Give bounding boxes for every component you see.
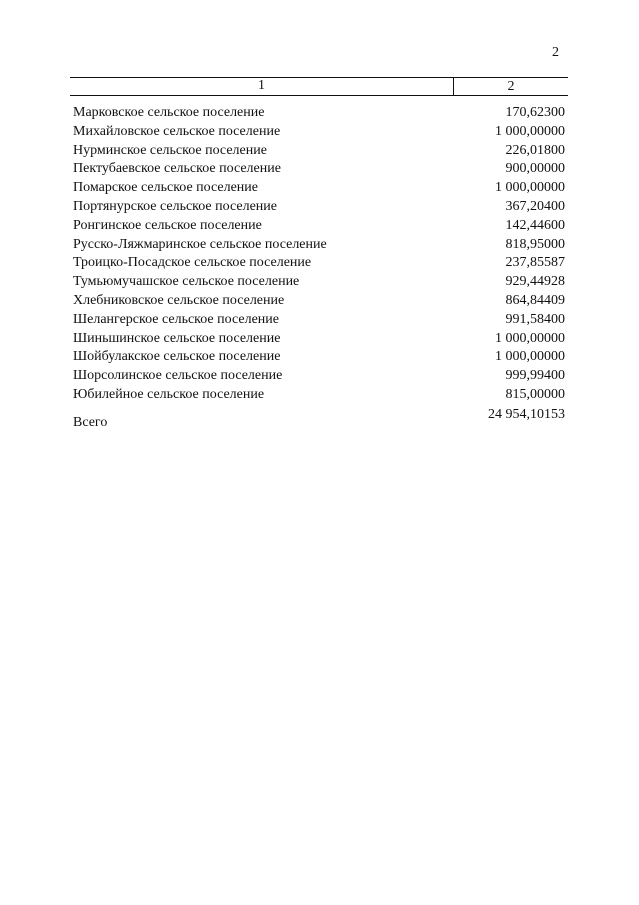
settlement-value: 991,58400 [505,311,565,327]
settlement-name: Михайловское сельское поселение [73,123,281,139]
settlement-value: 1 000,00000 [495,349,565,365]
settlement-name: Марковское сельское поселение [73,105,265,120]
table-row [70,104,568,123]
settlement-value: 367,20400 [505,198,565,214]
table-row [70,348,568,367]
settlement-name: Ронгинское сельское поселение [73,217,262,233]
settlement-name: Шорсолинское сельское поселение [73,368,283,384]
table-row [70,254,568,273]
settlement-value: 1 000,00000 [495,330,565,346]
table-row [70,217,568,236]
settlement-name: Пектубаевское сельское поселение [73,161,281,177]
table-row [70,311,568,330]
table-body [70,104,568,405]
table-row [70,386,568,405]
table-row [70,273,568,292]
settlement-name: Нурминское сельское поселение [73,142,267,158]
settlement-name: Хлебниковское сельское поселение [73,292,285,308]
page-number: 2 [552,45,559,60]
settlement-name: Тумьюмучашское сельское поселение [73,274,300,290]
settlement-value: 815,00000 [505,386,565,402]
settlement-name: Троицко-Посадское сельское поселение [73,255,312,271]
header-column-2: 2 [507,79,515,94]
settlement-value: 864,84409 [505,292,565,308]
table-row [70,236,568,255]
settlement-name: Юбилейное сельское поселение [73,386,265,402]
settlement-name: Портянурское сельское поселение [73,198,277,214]
settlement-value: 1 000,00000 [495,123,565,139]
table-row [70,160,568,179]
settlement-value: 170,62300 [505,105,565,120]
table-row [70,123,568,142]
total-label: Всего [73,415,108,430]
table-header [70,77,568,96]
header-column-1: 1 [258,78,265,93]
table-row [70,179,568,198]
allocation-table [70,77,568,430]
settlement-name: Русско-Ляжмаринское сельское поселение [73,236,327,252]
settlement-value: 929,44928 [505,274,565,290]
table-row [70,292,568,311]
settlement-name: Шелангерское сельское поселение [73,311,279,327]
settlement-value: 818,95000 [505,236,565,252]
settlement-value: 226,01800 [505,142,565,158]
table-total-row [70,407,568,431]
table-row [70,198,568,217]
settlement-name: Шиньшинское сельское поселение [73,330,281,346]
settlement-name: Шойбулакское сельское поселение [73,349,281,365]
table-row [70,142,568,161]
settlement-value: 1 000,00000 [495,180,565,196]
settlement-value: 237,85587 [505,255,565,271]
table-row [70,330,568,349]
total-value: 24 954,10153 [488,407,565,422]
settlement-name: Помарское сельское поселение [73,180,259,196]
settlement-value: 999,99400 [505,368,565,384]
settlement-value: 142,44600 [505,217,565,233]
table-row [70,367,568,386]
settlement-value: 900,00000 [505,161,565,177]
